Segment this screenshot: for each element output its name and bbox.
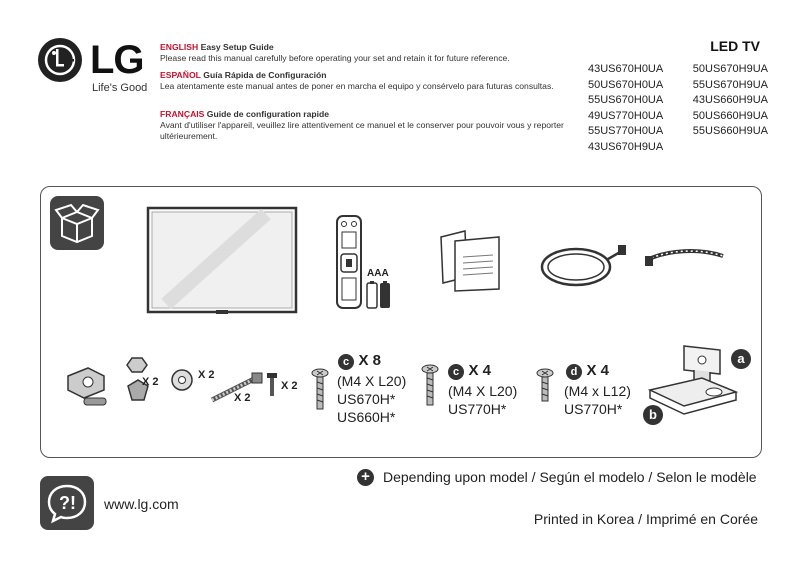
lg-logo-icon: [38, 38, 82, 82]
badge-c: c: [338, 354, 354, 370]
badge-d: d: [566, 364, 582, 380]
screw-spec: (M4 X L20): [337, 373, 407, 389]
bracket-icon: [64, 364, 112, 415]
screw-d-icon: [536, 368, 554, 409]
model: 55US770H0UA: [588, 125, 664, 137]
manuals-icon: [437, 227, 505, 298]
product-type: LED TV: [710, 38, 760, 54]
power-cord-icon: [536, 237, 628, 298]
lang-label: FRANÇAIS: [160, 109, 205, 119]
help-icon: [40, 476, 94, 530]
model: 50US670H9UA: [692, 63, 768, 75]
lang-spanish: [160, 70, 580, 92]
stand-part-b-badge: b: [643, 405, 663, 425]
brand-name: LG: [90, 38, 144, 82]
plus-icon: +: [357, 469, 374, 486]
model: 43US660H9UA: [692, 94, 768, 106]
model-row: [588, 124, 768, 140]
small-screw-icon: [266, 372, 278, 403]
lang-title: Guide de configuration rapide: [206, 109, 330, 119]
model: 55US660H9UA: [692, 125, 768, 137]
screw-c1-icon: [311, 368, 329, 417]
lang-label: ESPAÑOL: [160, 70, 201, 80]
washer-icon: [170, 368, 194, 397]
cable-tie-icon: [643, 244, 727, 273]
lang-text: Lea atentamente este manual antes de poner en marcha el equipo y consérvelo para futuras consultas.: [160, 81, 554, 91]
quantity-label: X 2: [198, 369, 215, 381]
model-row: [588, 93, 768, 109]
screw-spec: (M4 x L12): [564, 383, 631, 399]
model-row: [588, 78, 768, 94]
depending-note: Depending upon model / Según el modelo / Selon le modèle: [383, 469, 757, 485]
model: 55US670H0UA: [588, 94, 664, 106]
model: 55US670H9UA: [692, 78, 768, 91]
model: 43US670H0UA: [588, 63, 664, 75]
screw-model: US660H*: [337, 409, 396, 425]
model-list: [588, 62, 768, 155]
screw-c2-count: [448, 362, 491, 380]
website-link[interactable]: www.lg.com: [104, 496, 179, 512]
printed-in: Printed in Korea / Imprimé en Corée: [533, 511, 758, 527]
lang-english: [160, 42, 580, 64]
screw-spec: (M4 X L20): [448, 383, 518, 399]
quantity-label: X 2: [234, 392, 251, 404]
lang-text: Avant d'utiliser l'appareil, veuillez lire attentivement ce manuel et le conserver pour pouvoir vous y reporter ultérieurement.: [160, 120, 564, 141]
box-contents-icon: [50, 196, 104, 250]
screw-model: US770H*: [448, 401, 507, 417]
screw-count: X 4: [468, 362, 491, 379]
model-row: [588, 109, 768, 125]
model-row: [588, 140, 768, 156]
screw-count: X 8: [358, 352, 381, 369]
stand-part-a-badge: a: [731, 349, 751, 369]
remote-control-icon: [334, 214, 364, 315]
quantity-label: X 2: [142, 376, 159, 388]
batteries-label: AAA: [367, 268, 389, 279]
screw-model: US670H*: [337, 391, 396, 407]
model: 43US670H9UA: [588, 140, 664, 153]
model: 50US660H9UA: [692, 109, 768, 122]
screw-model: US770H*: [564, 401, 623, 417]
lang-title: Guía Rápida de Configuración: [203, 70, 327, 80]
lang-french: [160, 109, 580, 142]
quantity-label: X 2: [281, 380, 298, 392]
lang-label: ENGLISH: [160, 42, 199, 52]
badge-c: c: [448, 364, 464, 380]
screw-c2-icon: [421, 364, 439, 413]
screw-c1-count: [338, 352, 381, 370]
screw-d-spec: [564, 382, 631, 418]
model: 49US770H0UA: [588, 109, 664, 122]
batteries-icon: [365, 280, 393, 315]
brand-tagline: Life's Good: [92, 82, 148, 94]
tv-illustration: [146, 206, 298, 323]
model-row: [588, 62, 768, 78]
svg-text:?!: ?!: [59, 493, 76, 513]
screw-count: X 4: [586, 362, 609, 379]
lang-text: Please read this manual carefully before operating your set and retain it for future reference.: [160, 53, 510, 63]
screw-d-count: [566, 362, 609, 380]
lang-title: Easy Setup Guide: [200, 42, 274, 52]
model: 50US670H0UA: [588, 78, 664, 91]
screw-c2-spec: [448, 382, 517, 418]
screw-c1-spec: [337, 372, 406, 426]
